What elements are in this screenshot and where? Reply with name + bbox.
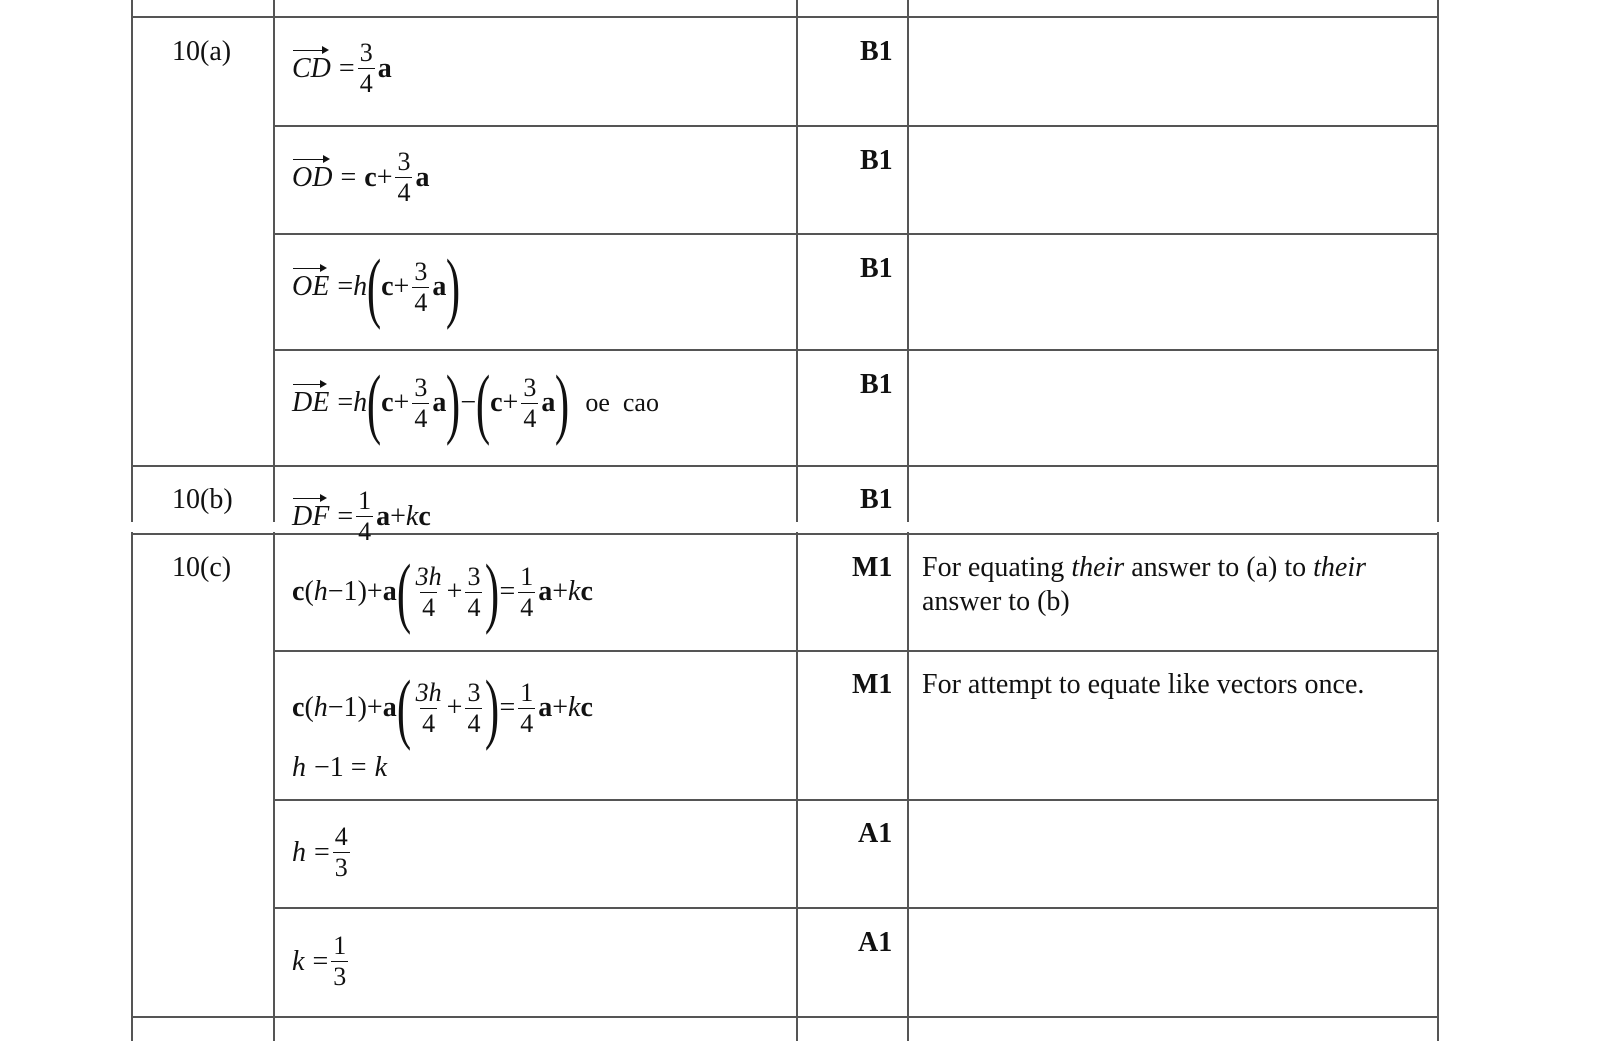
right-paren: ) xyxy=(485,664,500,751)
fraction: $\frac{3}{4}$ xyxy=(414,372,428,433)
fraction: $\frac{4}{3}$ xyxy=(334,822,348,882)
plus-sign: + xyxy=(366,576,383,607)
left-paren: ( xyxy=(366,359,382,446)
right-paren: ) xyxy=(555,359,570,446)
row-line xyxy=(273,799,1439,801)
scalar-h: h xyxy=(313,576,328,607)
equals-sign: = xyxy=(499,576,516,607)
vector-a: a xyxy=(541,387,556,418)
scalar-h: h xyxy=(292,752,306,783)
fraction: $\frac{3}{4}$ xyxy=(359,38,373,98)
scalar-k: k xyxy=(374,752,388,783)
guidance-part: answer to (b) xyxy=(922,586,1070,617)
vector-a: a xyxy=(382,576,397,607)
fraction: $\frac{3h}{4}$ xyxy=(415,677,442,738)
vector-a: a xyxy=(432,387,447,418)
question-label-10b: 10(b) xyxy=(172,484,233,515)
vector-c: c xyxy=(364,161,377,193)
left-paren: ( xyxy=(396,664,411,751)
vector-a: a xyxy=(415,161,430,193)
vector-c: c xyxy=(418,500,431,532)
plus-sign: + xyxy=(390,500,406,532)
guidance-text xyxy=(922,551,1402,619)
answer-de xyxy=(292,359,659,446)
mark-b1: B1 xyxy=(860,36,893,67)
answer-k xyxy=(292,931,351,992)
vector-c: c xyxy=(381,271,394,302)
right-paren: ) xyxy=(446,243,461,330)
vector-c: c xyxy=(292,692,305,723)
scalar-k: k xyxy=(568,692,581,723)
row-line xyxy=(131,16,1439,18)
vector-cd: CD xyxy=(292,52,331,84)
vector-de: DE xyxy=(292,387,330,418)
row-line xyxy=(273,125,1439,127)
mark-b1: B1 xyxy=(860,484,893,515)
table-divider-3 xyxy=(907,0,909,1041)
fraction: $\frac{3}{4}$ xyxy=(414,256,428,317)
equals-sign: = xyxy=(314,836,330,868)
table-divider-2 xyxy=(796,0,798,1041)
fraction: $\frac{1}{4}$ xyxy=(520,561,534,622)
row-line xyxy=(273,650,1439,652)
equals-sign: = xyxy=(337,387,354,418)
right-paren: ) xyxy=(485,548,500,635)
vector-a: a xyxy=(432,271,447,302)
vector-c: c xyxy=(381,387,394,418)
scalar-h: h xyxy=(313,692,328,723)
answer-df-clip xyxy=(276,470,794,546)
equals-sign: = xyxy=(337,271,354,302)
fraction: $\frac{3h}{4}$ xyxy=(415,561,442,622)
plus-sign: + xyxy=(552,576,569,607)
equals-sign: = xyxy=(338,52,355,84)
vector-c: c xyxy=(292,576,305,607)
scalar-k: k xyxy=(405,500,419,532)
plus-sign: + xyxy=(446,576,463,607)
fraction: $\frac{1}{3}$ xyxy=(333,931,347,991)
guidance-emphasis: their xyxy=(1313,552,1367,583)
minus-sign: − xyxy=(460,387,477,418)
scalar-k: k xyxy=(568,576,581,607)
fraction: $\frac{1}{4}$ xyxy=(520,677,534,738)
row-line xyxy=(273,233,1439,235)
table-border-right xyxy=(1437,0,1439,1041)
fraction: $\frac{3}{4}$ xyxy=(467,561,481,622)
guidance-emphasis: their xyxy=(1071,552,1125,583)
scalar-k: k xyxy=(292,945,305,977)
plus-sign: + xyxy=(376,161,393,193)
plus-sign: + xyxy=(446,692,463,723)
equals-sign: = xyxy=(340,161,357,193)
vector-a: a xyxy=(382,692,397,723)
row-line xyxy=(273,907,1439,909)
vector-od: OD xyxy=(292,161,333,193)
row-line xyxy=(273,349,1439,351)
mark-b1: B1 xyxy=(860,369,893,400)
mark-m1: M1 xyxy=(852,552,893,583)
row-line xyxy=(131,465,1439,467)
guidance-part: answer to (a) to xyxy=(1124,552,1314,583)
vector-oe: OE xyxy=(292,271,330,302)
answer-h xyxy=(292,822,353,883)
note-oe-cao: oe cao xyxy=(585,388,659,417)
mark-a1: A1 xyxy=(858,927,893,958)
vector-c: c xyxy=(490,387,503,418)
fraction: $\frac{3}{4}$ xyxy=(397,147,411,207)
vector-c: c xyxy=(580,692,593,723)
fraction: $\frac{3}{4}$ xyxy=(523,372,537,433)
minus-one: −1 xyxy=(327,692,358,723)
answer-oe xyxy=(292,243,461,330)
plus-sign: + xyxy=(366,692,383,723)
vector-df: DF xyxy=(292,500,330,532)
equation-equate-repeat: c ( h −1 ) + a ( $\frac{3h}{4}$ + $\frac{3}{4}$ ) = $\frac{1}{4}$ a + k c xyxy=(292,664,593,751)
answer-df xyxy=(292,486,431,547)
answer-cd xyxy=(292,38,392,99)
table-divider-1 xyxy=(273,0,275,1041)
equals-sign: = xyxy=(337,500,354,532)
scalar-h: h xyxy=(353,387,368,418)
left-paren: ( xyxy=(366,243,382,330)
mark-m1: M1 xyxy=(852,669,893,700)
question-label-10a: 10(a) xyxy=(172,36,232,67)
fraction: $\frac{1}{4}$ xyxy=(358,486,372,546)
mark-b1: B1 xyxy=(860,145,893,176)
guidance-text: For attempt to equate like vectors once. xyxy=(922,669,1365,700)
equation-h-minus-one xyxy=(292,752,387,784)
scalar-h: h xyxy=(292,836,306,868)
answer-od xyxy=(292,147,429,208)
question-label-10c: 10(c) xyxy=(172,552,232,583)
vector-a: a xyxy=(377,52,392,84)
fraction: $\frac{3}{4}$ xyxy=(467,677,481,738)
row-line xyxy=(131,1016,1439,1018)
left-paren: ( xyxy=(396,548,411,635)
mark-a1: A1 xyxy=(858,818,893,849)
equals-sign: = xyxy=(499,692,516,723)
equation-equate: c ( h −1 ) + a ( $\frac{3h}{4}$ + $\frac{3}{4}$ ) = $\frac{1}{4}$ a + k c xyxy=(292,548,593,635)
scalar-h: h xyxy=(353,271,368,302)
table-border-left xyxy=(131,0,133,1041)
mark-b1: B1 xyxy=(860,253,893,284)
vector-c: c xyxy=(580,576,593,607)
vector-a: a xyxy=(376,500,391,532)
plus-sign: + xyxy=(502,387,519,418)
plus-sign: + xyxy=(552,692,569,723)
vector-a: a xyxy=(538,692,553,723)
equals-sign: = xyxy=(312,945,329,977)
minus-one: −1 xyxy=(327,576,358,607)
vector-a: a xyxy=(538,576,553,607)
guidance-part: For equating xyxy=(922,552,1072,583)
plus-sign: + xyxy=(393,387,410,418)
plus-sign: + xyxy=(393,271,410,302)
left-paren: ( xyxy=(475,359,491,446)
page-break-gap xyxy=(0,522,1600,532)
equation-part: −1 = xyxy=(314,752,367,783)
right-paren: ) xyxy=(446,359,461,446)
